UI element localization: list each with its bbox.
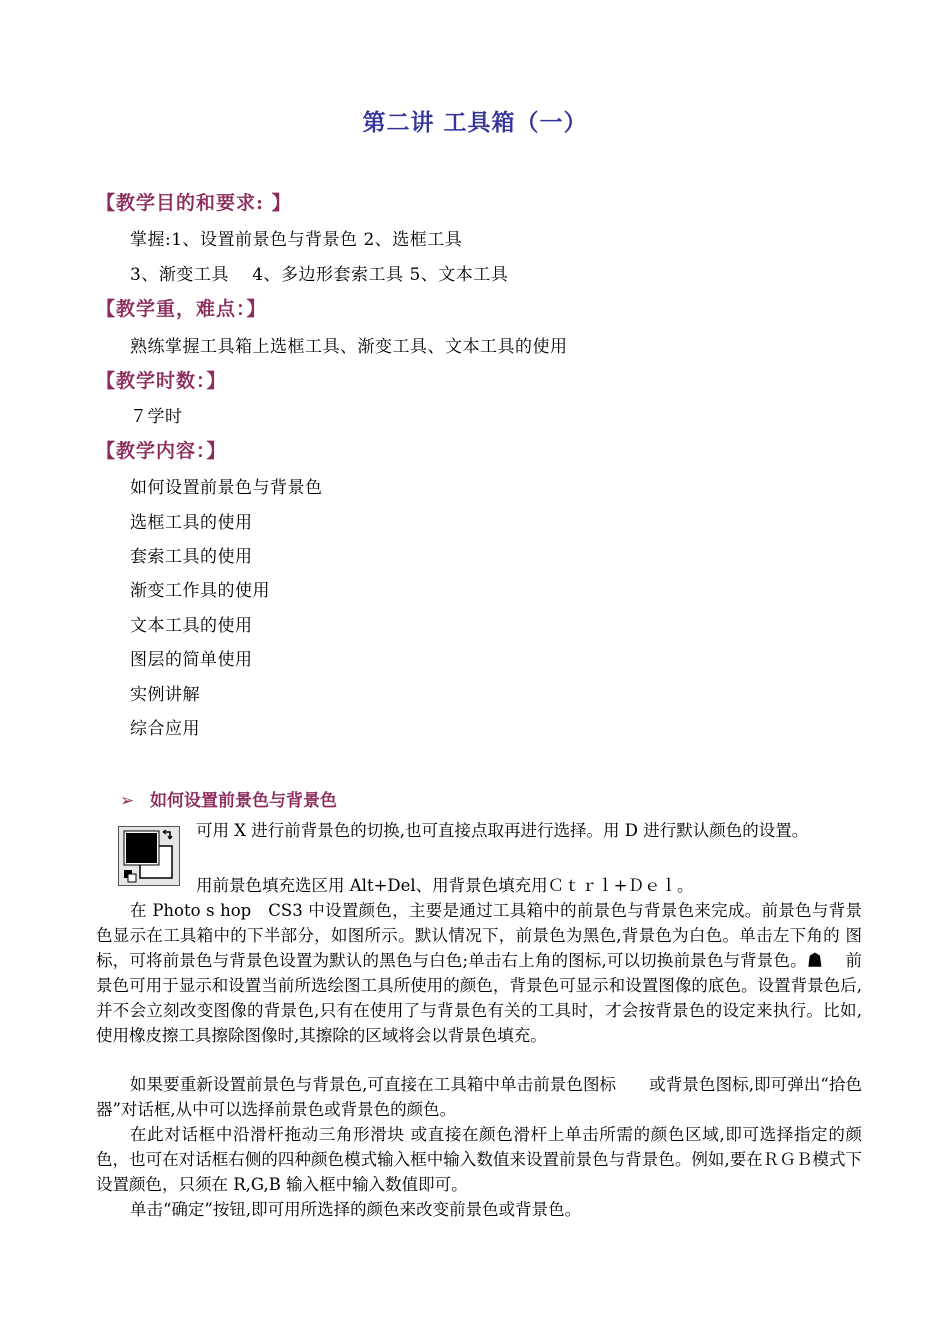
content-item: 文本工具的使用 [130, 616, 253, 636]
objectives-line-2: 3、渐变工具 4、多边形套索工具 5、文本工具 [130, 265, 509, 285]
objectives-line-1: 掌握:1、设置前景色与背景色 2、选框工具 [130, 230, 463, 250]
content-item: 渐变工作具的使用 [130, 581, 270, 601]
content-item: 套索工具的使用 [130, 547, 253, 567]
paragraph-fill-shortcuts: 用前景色填充选区用 Alt+Del、用背景色填充用Ｃｔｒｌ+Ｄｅｌ。 [196, 876, 694, 895]
bullet-arrow-icon: ➢ [120, 791, 135, 811]
keypoints-line-1: 熟练掌握工具箱上选框工具、渐变工具、文本工具的使用 [130, 337, 568, 357]
content-item: 图层的简单使用 [130, 650, 253, 670]
subsection-title: 如何设置前景色与背景色 [150, 791, 337, 811]
objectives-heading: 【教学目的和要求: 】 [96, 192, 292, 214]
subsection-heading [120, 786, 337, 811]
content-item: 实例讲解 [130, 685, 200, 705]
content-heading: 【教学内容：】 [96, 440, 227, 462]
content-item: 如何设置前景色与背景色 [130, 478, 323, 498]
hours-line-1: ７学时 [130, 407, 183, 427]
paragraph-shortcut-x-d: 可用 X 进行前背景色的切换,也可直接点取再进行选择。用 D 进行默认颜色的设置。 [196, 821, 809, 840]
color-swatch-icon [118, 826, 180, 886]
content-item: 综合应用 [130, 719, 200, 739]
hours-heading: 【教学时数：】 [96, 370, 227, 392]
paragraph-color-picker: 如果要重新设置前景色与背景色,可直接在工具箱中单击前景色图标 或背景色图标,即可弹出“拾色器”对话框,从中可以选择前景色或背景色的颜色。 [96, 1075, 862, 1119]
keypoints-heading: 【教学重，难点：】 [96, 298, 267, 320]
content-item: 选框工具的使用 [130, 513, 253, 533]
page-title: 第二讲 工具箱（一） [362, 110, 588, 136]
paragraph-slider: 在此对话框中沿滑杆拖动三角形滑块 或直接在颜色滑杆上单击所需的颜色区域,即可选择指定的颜色，也可在对话框右侧的四种颜色模式输入框中输入数值来设置前景色与背景色。例如,要在ＲＧＢ模式下设置颜色，只须在 R,G,B 输入框中输入数值即可。 [96, 1125, 862, 1194]
paragraph-confirm: 单击“确定”按钮,即可用所选择的颜色来改变前景色或背景色。 [130, 1200, 582, 1219]
paragraph-color-intro: 在 Photo s hop CS3 中设置颜色，主要是通过工具箱中的前景色与背景色来完成。前景色与背景色显示在工具箱中的下半部分，如图所示。默认情况下，前景色为黑色,背景色为白色。单击左下角的 图标，可将前景色与背景色设置为默认的黑色与白色;单击右上角的图标,可以切换前景色与背景色。☗ 前景色可用于显示和设置当前所选绘图工具所使用的颜色，背景色可显示和设置图像的底色。设置背景色后,并不会立刻改变图像的背景色,只有在使用了与背景色有关的工具时，才会按背景色的设定来执行。比如,使用橡皮擦工具擦除图像时,其擦除的区域将会以背景色填充。 [96, 901, 862, 1045]
